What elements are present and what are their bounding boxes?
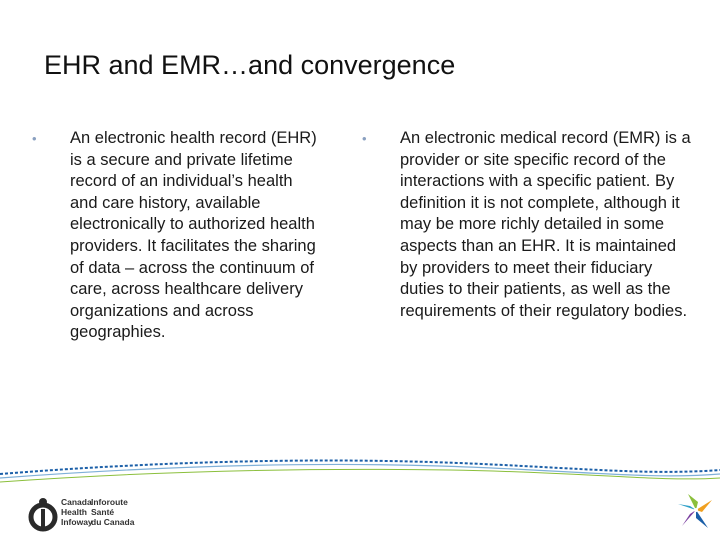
star-pinwheel-icon xyxy=(676,488,716,536)
infoway-emblem-icon xyxy=(28,495,58,535)
logo-english-text: Canada Health Infoway xyxy=(61,497,93,527)
logo-french-text: Inforoute Santé du Canada xyxy=(91,497,135,527)
canada-health-infoway-logo xyxy=(28,495,158,537)
bullet-marker: • xyxy=(32,131,37,146)
emr-definition-text: An electronic medical record (EMR) is a provider or site specific record of the interactions with a specific patient. By definition it is not complete, although it may be more richly detailed in some aspects than an EHR. It is maintained by providers to meet their fiduciary duties to their patients, as well as the requirements of their regulatory bodies. xyxy=(400,129,691,320)
ehr-definition-text: An electronic health record (EHR) is a secure and private lifetime record of an individual’s health and care history, available electronically to authorized health providers. It facilitates the sharing of data – across the continuum of care, across healthcare delivery organizations and across geographies. xyxy=(70,129,317,342)
slide-title: EHR and EMR…and convergence xyxy=(44,50,456,80)
decorative-wave xyxy=(0,440,720,500)
left-column xyxy=(32,128,322,344)
right-column xyxy=(362,128,692,322)
bullet-marker: • xyxy=(362,131,367,146)
